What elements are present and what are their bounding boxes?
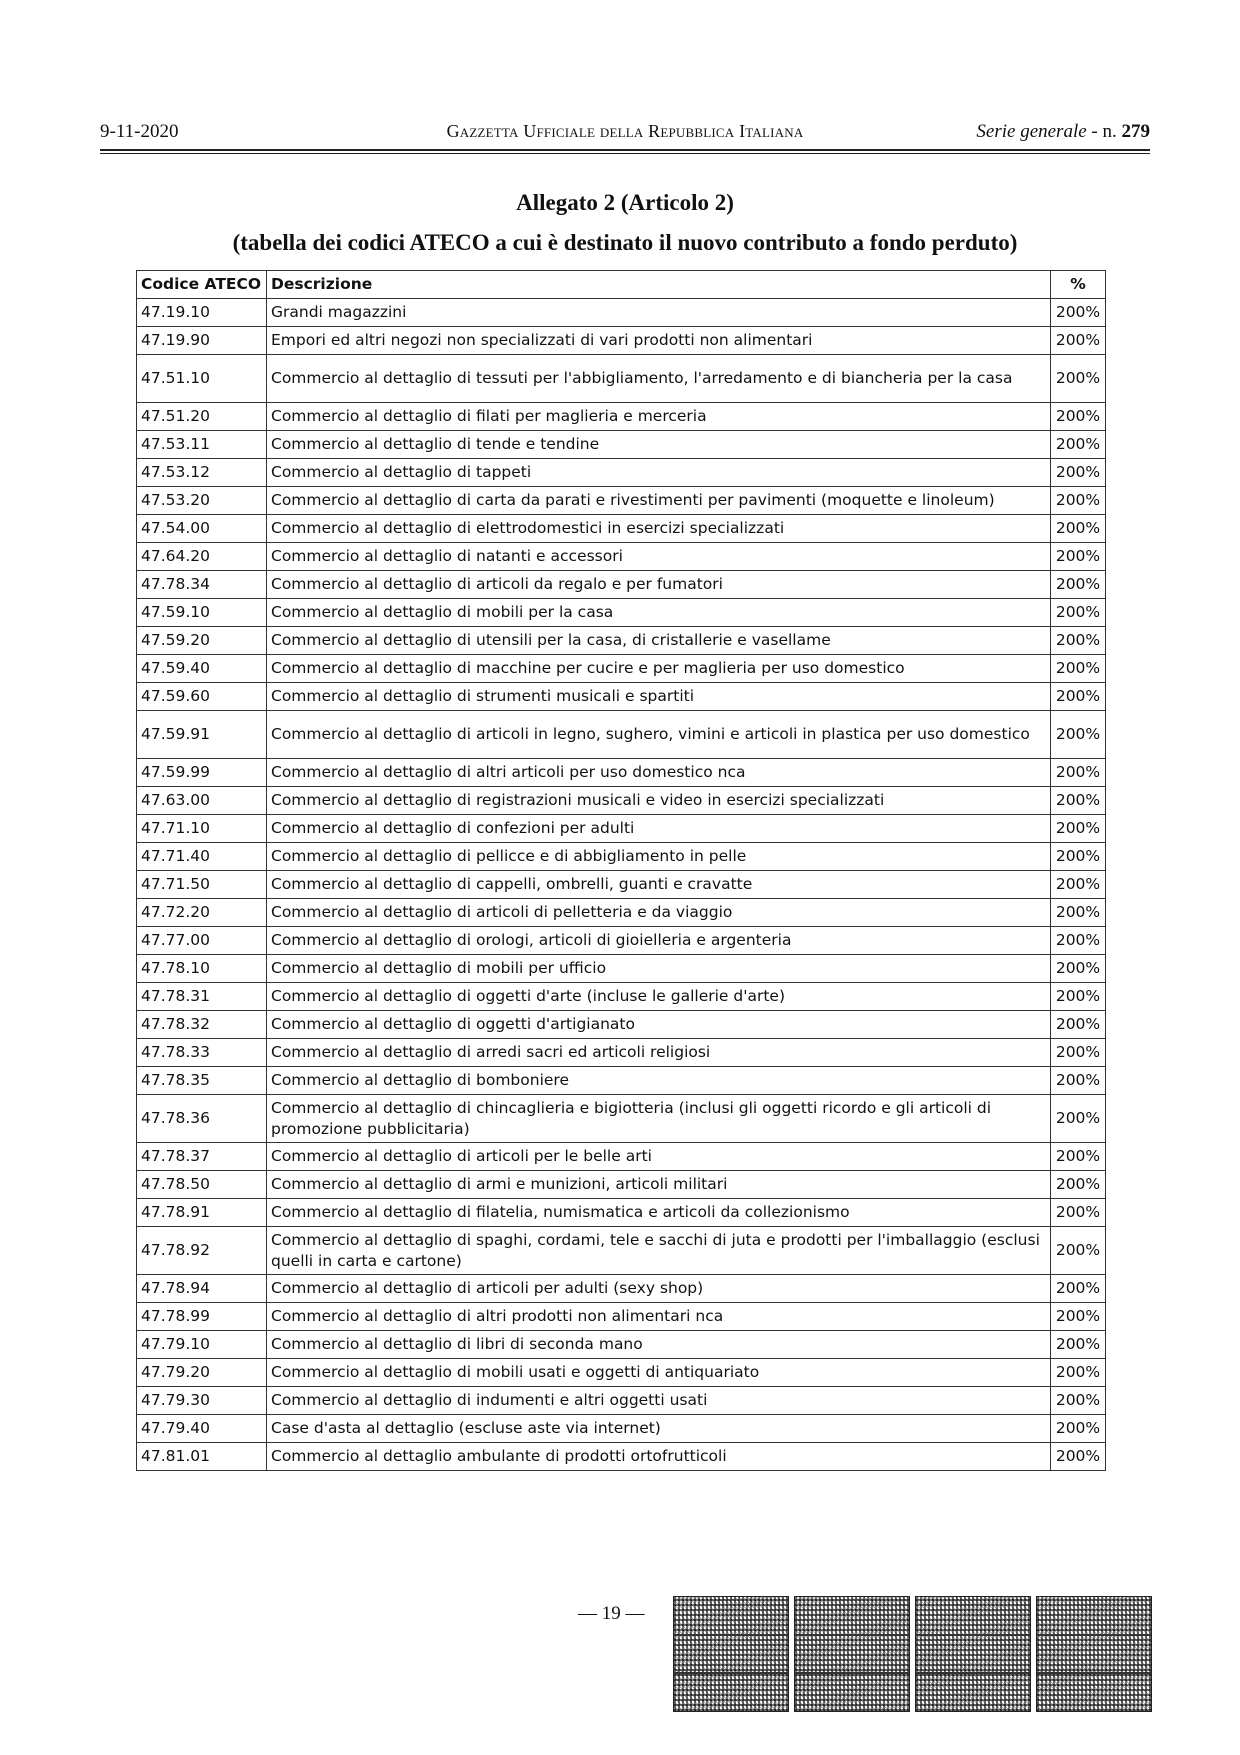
description-cell: Commercio al dettaglio di chincaglieria e bigiotteria (inclusi gli oggetti ricordo e gli articoli di promozione pubblicitaria) bbox=[267, 1095, 1051, 1143]
table-row bbox=[137, 955, 1106, 983]
ateco-code-cell: 47.53.20 bbox=[137, 487, 267, 515]
percent-cell: 200% bbox=[1051, 815, 1106, 843]
ateco-code-cell: 47.53.11 bbox=[137, 431, 267, 459]
ateco-code-cell: 47.79.20 bbox=[137, 1359, 267, 1387]
table-row bbox=[137, 899, 1106, 927]
table-row bbox=[137, 1359, 1106, 1387]
description-cell: Case d'asta al dettaglio (escluse aste via internet) bbox=[267, 1415, 1051, 1443]
table-body bbox=[137, 299, 1106, 1471]
percent-cell: 200% bbox=[1051, 759, 1106, 787]
table-row bbox=[137, 1143, 1106, 1171]
ateco-code-cell: 47.19.10 bbox=[137, 299, 267, 327]
description-cell: Commercio al dettaglio di mobili per ufficio bbox=[267, 955, 1051, 983]
description-cell: Commercio al dettaglio di oggetti d'artigianato bbox=[267, 1011, 1051, 1039]
percent-cell: 200% bbox=[1051, 1275, 1106, 1303]
description-cell: Commercio al dettaglio di articoli di pelletteria e da viaggio bbox=[267, 899, 1051, 927]
ateco-code-cell: 47.79.10 bbox=[137, 1331, 267, 1359]
description-cell: Commercio al dettaglio di confezioni per adulti bbox=[267, 815, 1051, 843]
percent-cell: 200% bbox=[1051, 355, 1106, 403]
ateco-code-cell: 47.51.20 bbox=[137, 403, 267, 431]
description-cell: Commercio al dettaglio di arredi sacri ed articoli religiosi bbox=[267, 1039, 1051, 1067]
description-cell: Commercio al dettaglio di indumenti e altri oggetti usati bbox=[267, 1387, 1051, 1415]
percent-cell: 200% bbox=[1051, 1331, 1106, 1359]
header-serie bbox=[976, 121, 1150, 143]
header-number-prefix: - n. bbox=[1086, 121, 1122, 142]
header-date: 9-11-2020 bbox=[100, 121, 179, 142]
percent-cell: 200% bbox=[1051, 1443, 1106, 1471]
percent-cell: 200% bbox=[1051, 655, 1106, 683]
table-row bbox=[137, 787, 1106, 815]
table-row bbox=[137, 1331, 1106, 1359]
ateco-code-cell: 47.54.00 bbox=[137, 515, 267, 543]
description-cell: Commercio al dettaglio di tessuti per l'abbigliamento, l'arredamento e di biancheria per la casa bbox=[267, 355, 1051, 403]
percent-cell: 200% bbox=[1051, 571, 1106, 599]
table-row bbox=[137, 1171, 1106, 1199]
percent-cell: 200% bbox=[1051, 1067, 1106, 1095]
ateco-code-cell: 47.77.00 bbox=[137, 927, 267, 955]
table-row bbox=[137, 599, 1106, 627]
table-row bbox=[137, 1095, 1106, 1143]
ateco-code-cell: 47.79.30 bbox=[137, 1387, 267, 1415]
percent-cell: 200% bbox=[1051, 899, 1106, 927]
table-row bbox=[137, 759, 1106, 787]
percent-cell: 200% bbox=[1051, 955, 1106, 983]
percent-cell: 200% bbox=[1051, 1171, 1106, 1199]
description-cell: Commercio al dettaglio di pellicce e di abbigliamento in pelle bbox=[267, 843, 1051, 871]
description-cell: Commercio al dettaglio di articoli da regalo e per fumatori bbox=[267, 571, 1051, 599]
percent-cell: 200% bbox=[1051, 627, 1106, 655]
description-cell: Commercio al dettaglio di natanti e accessori bbox=[267, 543, 1051, 571]
percent-cell: 200% bbox=[1051, 1095, 1106, 1143]
table-row bbox=[137, 1303, 1106, 1331]
description-cell: Commercio al dettaglio di mobili per la casa bbox=[267, 599, 1051, 627]
table-row bbox=[137, 571, 1106, 599]
header-serie-label: Serie generale bbox=[976, 121, 1087, 142]
table-row bbox=[137, 515, 1106, 543]
table-row bbox=[137, 927, 1106, 955]
ateco-code-cell: 47.64.20 bbox=[137, 543, 267, 571]
table-row bbox=[137, 487, 1106, 515]
ateco-code-cell: 47.63.00 bbox=[137, 787, 267, 815]
table-row bbox=[137, 815, 1106, 843]
ateco-code-cell: 47.78.92 bbox=[137, 1227, 267, 1275]
description-cell: Commercio al dettaglio di armi e munizioni, articoli militari bbox=[267, 1171, 1051, 1199]
table-row bbox=[137, 683, 1106, 711]
description-cell: Empori ed altri negozi non specializzati di vari prodotti non alimentari bbox=[267, 327, 1051, 355]
description-cell: Commercio al dettaglio di articoli per le belle arti bbox=[267, 1143, 1051, 1171]
ateco-code-cell: 47.78.35 bbox=[137, 1067, 267, 1095]
percent-cell: 200% bbox=[1051, 515, 1106, 543]
ateco-code-cell: 47.71.10 bbox=[137, 815, 267, 843]
ateco-code-cell: 47.78.37 bbox=[137, 1143, 267, 1171]
ateco-code-cell: 47.59.20 bbox=[137, 627, 267, 655]
table-row bbox=[137, 1227, 1106, 1275]
ateco-code-cell: 47.79.40 bbox=[137, 1415, 267, 1443]
description-cell: Commercio al dettaglio di cappelli, ombrelli, guanti e cravatte bbox=[267, 871, 1051, 899]
table-row bbox=[137, 1415, 1106, 1443]
percent-cell: 200% bbox=[1051, 927, 1106, 955]
description-cell: Commercio al dettaglio di mobili usati e oggetti di antiquariato bbox=[267, 1359, 1051, 1387]
table-row bbox=[137, 403, 1106, 431]
percent-cell: 200% bbox=[1051, 711, 1106, 759]
percent-cell: 200% bbox=[1051, 431, 1106, 459]
description-cell: Commercio al dettaglio di macchine per cucire e per maglieria per uso domestico bbox=[267, 655, 1051, 683]
table-row bbox=[137, 1067, 1106, 1095]
ateco-code-cell: 47.78.91 bbox=[137, 1199, 267, 1227]
percent-cell: 200% bbox=[1051, 1011, 1106, 1039]
ateco-code-cell: 47.59.60 bbox=[137, 683, 267, 711]
percent-cell: 200% bbox=[1051, 843, 1106, 871]
datamatrix-code bbox=[1036, 1596, 1152, 1712]
percent-cell: 200% bbox=[1051, 871, 1106, 899]
header-code: Codice ATECO bbox=[137, 271, 267, 299]
ateco-table bbox=[136, 270, 1106, 1471]
ateco-code-cell: 47.78.10 bbox=[137, 955, 267, 983]
description-cell: Commercio al dettaglio di tende e tendine bbox=[267, 431, 1051, 459]
header-number: 279 bbox=[1121, 121, 1150, 142]
ateco-code-cell: 47.71.50 bbox=[137, 871, 267, 899]
table-row bbox=[137, 627, 1106, 655]
table-row bbox=[137, 1011, 1106, 1039]
percent-cell: 200% bbox=[1051, 599, 1106, 627]
ateco-code-cell: 47.78.33 bbox=[137, 1039, 267, 1067]
percent-cell: 200% bbox=[1051, 1227, 1106, 1275]
percent-cell: 200% bbox=[1051, 1415, 1106, 1443]
ateco-code-cell: 47.78.32 bbox=[137, 1011, 267, 1039]
table-row bbox=[137, 1387, 1106, 1415]
percent-cell: 200% bbox=[1051, 459, 1106, 487]
description-cell: Commercio al dettaglio di tappeti bbox=[267, 459, 1051, 487]
ateco-code-cell: 47.19.90 bbox=[137, 327, 267, 355]
datamatrix-code bbox=[915, 1596, 1031, 1712]
percent-cell: 200% bbox=[1051, 1143, 1106, 1171]
table-row bbox=[137, 711, 1106, 759]
datamatrix-code bbox=[794, 1596, 910, 1712]
description-cell: Commercio al dettaglio di registrazioni musicali e video in esercizi specializzati bbox=[267, 787, 1051, 815]
header-publication: Gazzetta Ufficiale della Repubblica Italiana bbox=[446, 121, 804, 141]
table-row bbox=[137, 843, 1106, 871]
table-row bbox=[137, 983, 1106, 1011]
description-cell: Commercio al dettaglio di utensili per la casa, di cristallerie e vasellame bbox=[267, 627, 1051, 655]
description-cell: Grandi magazzini bbox=[267, 299, 1051, 327]
description-cell: Commercio al dettaglio di oggetti d'arte (incluse le gallerie d'arte) bbox=[267, 983, 1051, 1011]
datamatrix-code bbox=[673, 1596, 789, 1712]
table-row bbox=[137, 543, 1106, 571]
page-number: — 19 — bbox=[578, 1603, 645, 1624]
description-cell: Commercio al dettaglio ambulante di prodotti ortofrutticoli bbox=[267, 1443, 1051, 1471]
description-cell: Commercio al dettaglio di elettrodomestici in esercizi specializzati bbox=[267, 515, 1051, 543]
ateco-code-cell: 47.59.99 bbox=[137, 759, 267, 787]
description-cell: Commercio al dettaglio di spaghi, cordami, tele e sacchi di juta e prodotti per l'imballaggio (esclusi quelli in carta e cartone) bbox=[267, 1227, 1051, 1275]
table-row bbox=[137, 355, 1106, 403]
header-rule-thick bbox=[100, 149, 1150, 151]
page-title: Allegato 2 (Articolo 2) bbox=[516, 190, 734, 215]
table-row bbox=[137, 1199, 1106, 1227]
table-row bbox=[137, 459, 1106, 487]
percent-cell: 200% bbox=[1051, 1303, 1106, 1331]
ateco-code-cell: 47.78.34 bbox=[137, 571, 267, 599]
description-cell: Commercio al dettaglio di articoli per adulti (sexy shop) bbox=[267, 1275, 1051, 1303]
table-row bbox=[137, 655, 1106, 683]
percent-cell: 200% bbox=[1051, 299, 1106, 327]
percent-cell: 200% bbox=[1051, 543, 1106, 571]
table-row bbox=[137, 299, 1106, 327]
description-cell: Commercio al dettaglio di libri di seconda mano bbox=[267, 1331, 1051, 1359]
ateco-code-cell: 47.59.91 bbox=[137, 711, 267, 759]
ateco-code-cell: 47.51.10 bbox=[137, 355, 267, 403]
description-cell: Commercio al dettaglio di articoli in legno, sughero, vimini e articoli in plastica per uso domestico bbox=[267, 711, 1051, 759]
percent-cell: 200% bbox=[1051, 403, 1106, 431]
table-row bbox=[137, 1039, 1106, 1067]
percent-cell: 200% bbox=[1051, 487, 1106, 515]
description-cell: Commercio al dettaglio di filati per maglieria e merceria bbox=[267, 403, 1051, 431]
header-percent: % bbox=[1051, 271, 1106, 299]
ateco-code-cell: 47.78.94 bbox=[137, 1275, 267, 1303]
description-cell: Commercio al dettaglio di altri articoli per uso domestico nca bbox=[267, 759, 1051, 787]
ateco-code-cell: 47.59.40 bbox=[137, 655, 267, 683]
ateco-code-cell: 47.78.99 bbox=[137, 1303, 267, 1331]
ateco-code-cell: 47.71.40 bbox=[137, 843, 267, 871]
percent-cell: 200% bbox=[1051, 1387, 1106, 1415]
percent-cell: 200% bbox=[1051, 327, 1106, 355]
table-row bbox=[137, 431, 1106, 459]
ateco-code-cell: 47.81.01 bbox=[137, 1443, 267, 1471]
description-cell: Commercio al dettaglio di strumenti musicali e spartiti bbox=[267, 683, 1051, 711]
table-row bbox=[137, 871, 1106, 899]
description-cell: Commercio al dettaglio di filatelia, numismatica e articoli da collezionismo bbox=[267, 1199, 1051, 1227]
table-row bbox=[137, 1275, 1106, 1303]
page-subtitle: (tabella dei codici ATECO a cui è destinato il nuovo contributo a fondo perduto) bbox=[232, 230, 1018, 255]
percent-cell: 200% bbox=[1051, 983, 1106, 1011]
percent-cell: 200% bbox=[1051, 1199, 1106, 1227]
description-cell: Commercio al dettaglio di bomboniere bbox=[267, 1067, 1051, 1095]
ateco-code-cell: 47.78.50 bbox=[137, 1171, 267, 1199]
header-description: Descrizione bbox=[267, 271, 1051, 299]
table-row bbox=[137, 1443, 1106, 1471]
page-header bbox=[100, 121, 1150, 143]
ateco-code-cell: 47.72.20 bbox=[137, 899, 267, 927]
percent-cell: 200% bbox=[1051, 1039, 1106, 1067]
percent-cell: 200% bbox=[1051, 1359, 1106, 1387]
description-cell: Commercio al dettaglio di orologi, articoli di gioielleria e argenteria bbox=[267, 927, 1051, 955]
ateco-code-cell: 47.78.36 bbox=[137, 1095, 267, 1143]
percent-cell: 200% bbox=[1051, 787, 1106, 815]
percent-cell: 200% bbox=[1051, 683, 1106, 711]
ateco-code-cell: 47.59.10 bbox=[137, 599, 267, 627]
header-rule-thin bbox=[100, 153, 1150, 154]
description-cell: Commercio al dettaglio di carta da parati e rivestimenti per pavimenti (moquette e linoleum) bbox=[267, 487, 1051, 515]
ateco-code-cell: 47.53.12 bbox=[137, 459, 267, 487]
ateco-code-cell: 47.78.31 bbox=[137, 983, 267, 1011]
table-header-row bbox=[137, 271, 1106, 299]
description-cell: Commercio al dettaglio di altri prodotti non alimentari nca bbox=[267, 1303, 1051, 1331]
table-row bbox=[137, 327, 1106, 355]
